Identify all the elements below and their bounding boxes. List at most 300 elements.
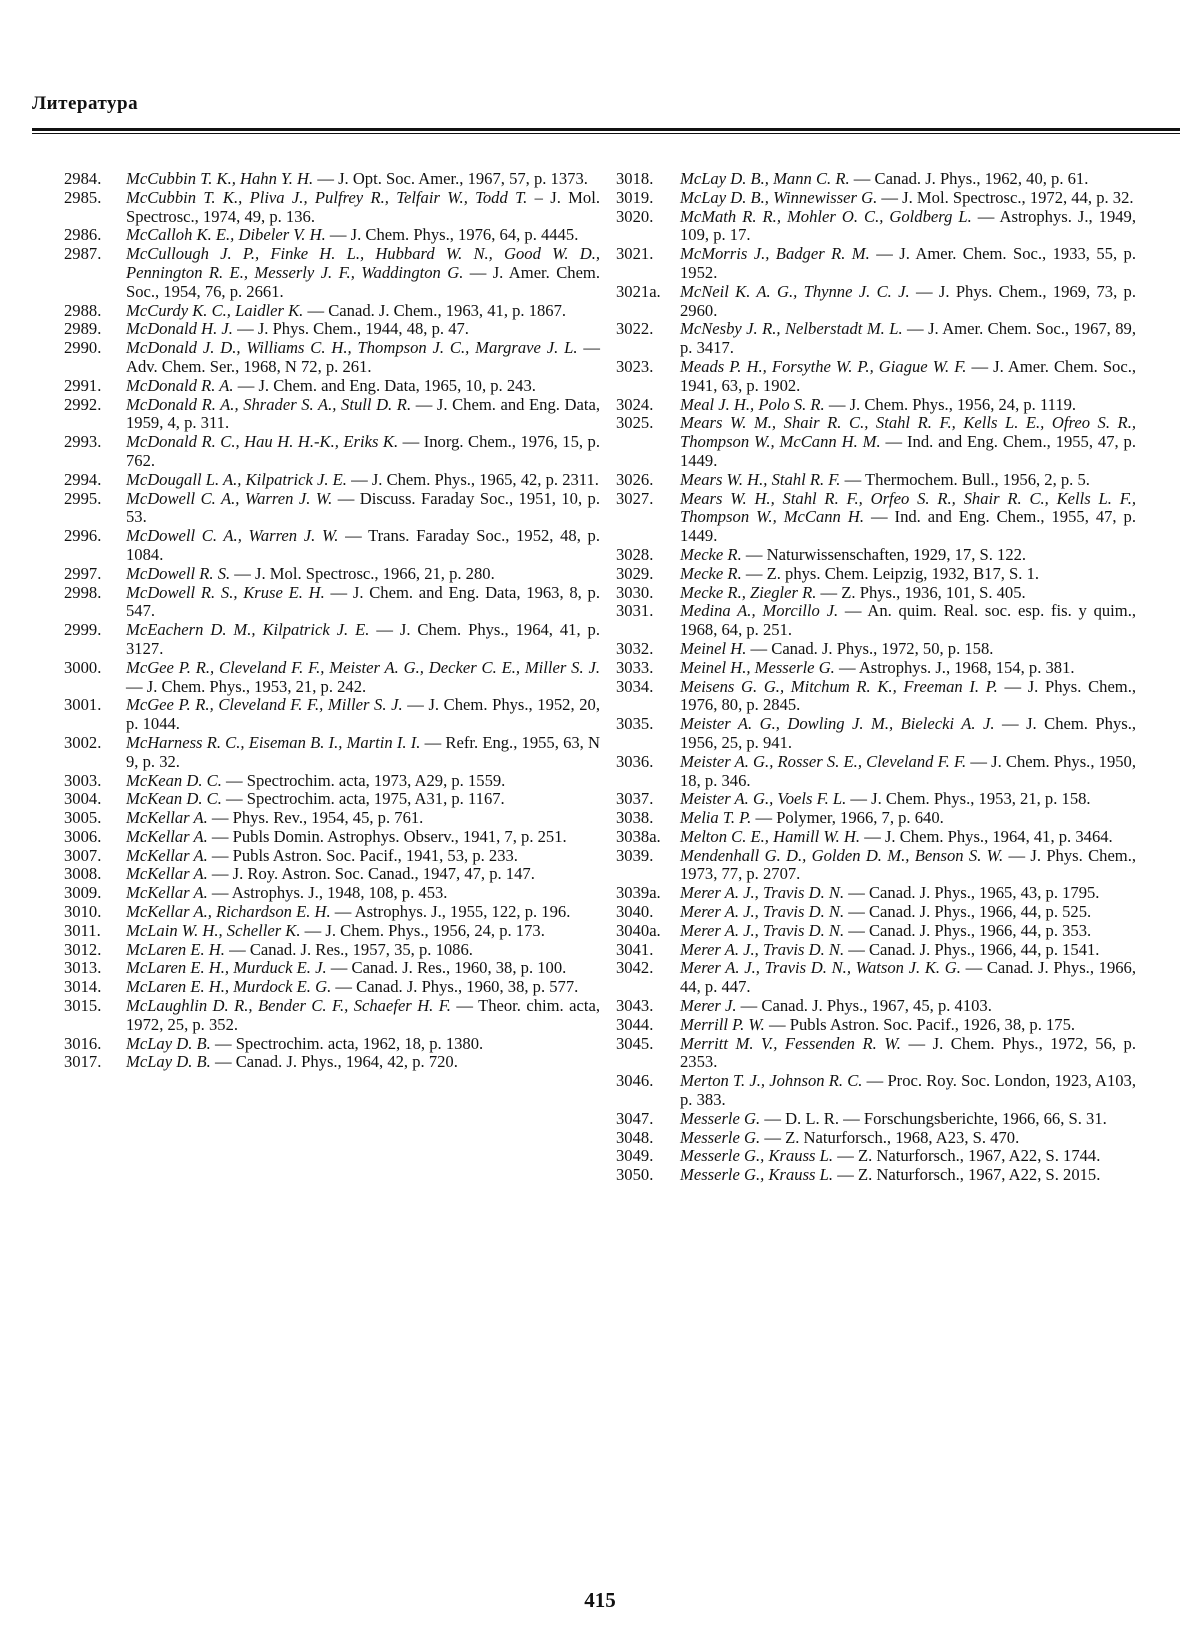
reference-text bbox=[126, 565, 600, 584]
reference-source: — Adv. Chem. Ser., 1968, N 72, p. 261. bbox=[126, 338, 600, 376]
reference-text bbox=[680, 922, 1136, 941]
reference-number: 3042. bbox=[616, 958, 654, 978]
reference-authors: Messerle G., Krauss L. bbox=[680, 1165, 834, 1185]
reference-text bbox=[680, 170, 1136, 189]
reference-authors: McKellar A. bbox=[126, 808, 208, 828]
reference-text bbox=[126, 790, 600, 809]
reference-entry bbox=[64, 170, 600, 189]
reference-source: — J. Chem. Phys., 1956, 25, p. 941. bbox=[680, 714, 1136, 752]
reference-source: — J. Chem. Phys., 1952, 20, p. 1044. bbox=[126, 695, 600, 734]
reference-authors: Merton T. J., Johnson R. C. bbox=[680, 1071, 863, 1091]
reference-authors: McLaren E. H. bbox=[126, 939, 225, 959]
reference-number: 3001. bbox=[64, 695, 102, 715]
reference-text bbox=[126, 584, 600, 622]
reference-number: 2986. bbox=[64, 225, 102, 245]
reference-entry bbox=[64, 978, 600, 997]
reference-source: — J. Opt. Soc. Amer., 1967, 57, p. 1373. bbox=[313, 169, 588, 188]
reference-number: 3004. bbox=[64, 789, 102, 809]
reference-authors: Merritt M. V., Fessenden R. W. bbox=[680, 1033, 901, 1053]
reference-source: — Canad. J. Phys., 1966, 44, p. 353. bbox=[844, 920, 1092, 940]
reference-entry bbox=[64, 339, 600, 377]
reference-entry bbox=[64, 865, 600, 884]
reference-entry bbox=[616, 546, 1136, 565]
reference-text bbox=[680, 1110, 1136, 1129]
reference-number: 3040a. bbox=[616, 920, 661, 940]
reference-source: — J. Amer. Chem. Soc., 1933, 55, p. 1952. bbox=[680, 244, 1137, 282]
reference-text bbox=[680, 414, 1136, 470]
reference-entry bbox=[616, 602, 1136, 640]
reference-entry bbox=[616, 903, 1136, 922]
reference-text bbox=[680, 1129, 1136, 1148]
reference-authors: McCalloh K. E., Dibeler V. H. bbox=[126, 225, 326, 245]
reference-text bbox=[680, 396, 1136, 415]
reference-source: — An. quim. Real. soc. esp. fis. y quim., 1968, 64, p. 251. bbox=[680, 601, 1136, 640]
reference-authors: McLay D. B. bbox=[126, 1052, 211, 1072]
reference-number: 3033. bbox=[616, 657, 654, 677]
reference-entry bbox=[64, 1035, 600, 1054]
reference-number: 3023. bbox=[616, 356, 654, 376]
reference-text bbox=[680, 1016, 1136, 1035]
reference-authors: McCubbin T. K., Hahn Y. H. bbox=[126, 169, 314, 188]
reference-number: 3011. bbox=[64, 920, 101, 940]
reference-entry bbox=[616, 997, 1136, 1016]
reference-entry bbox=[616, 1129, 1136, 1148]
reference-number: 3037. bbox=[616, 789, 654, 809]
reference-authors: McKellar A. bbox=[126, 883, 208, 903]
reference-text bbox=[680, 828, 1136, 847]
reference-text bbox=[126, 433, 600, 471]
reference-entry bbox=[616, 283, 1136, 321]
reference-authors: Messerle G. bbox=[680, 1127, 761, 1147]
reference-entry bbox=[64, 245, 600, 301]
reference-source: — Canad. J. Phys., 1965, 43, p. 1795. bbox=[844, 883, 1100, 903]
reference-text bbox=[126, 302, 600, 321]
reference-number: 3040. bbox=[616, 902, 654, 922]
reference-text bbox=[680, 941, 1136, 960]
reference-entry bbox=[616, 959, 1136, 997]
reference-text bbox=[680, 903, 1136, 922]
reference-text bbox=[680, 640, 1136, 659]
reference-number: 2989. bbox=[64, 319, 102, 339]
reference-authors: McLain W. H., Scheller K. bbox=[126, 920, 301, 940]
reference-entry bbox=[64, 621, 600, 659]
page-header-title: Литература bbox=[32, 93, 139, 114]
reference-entry bbox=[64, 941, 600, 960]
reference-entry bbox=[64, 471, 600, 490]
reference-source: — Canad. J. Chem., 1963, 41, p. 1867. bbox=[303, 300, 567, 320]
reference-authors: Messerle G. bbox=[680, 1108, 761, 1128]
reference-source: — Discuss. Faraday Soc., 1951, 10, p. 53. bbox=[126, 488, 600, 527]
reference-text bbox=[126, 884, 600, 903]
reference-source: — Ind. and Eng. Chem., 1955, 47, p. 1449. bbox=[680, 507, 1136, 546]
reference-source: — Z. Phys., 1936, 101, S. 405. bbox=[816, 582, 1026, 602]
reference-number: 3019. bbox=[616, 187, 654, 207]
reference-text bbox=[680, 320, 1136, 358]
reference-entry bbox=[616, 320, 1136, 358]
reference-number: 3027. bbox=[616, 488, 654, 508]
reference-entry bbox=[64, 433, 600, 471]
reference-entry bbox=[616, 941, 1136, 960]
reference-authors: McMath R. R., Mohler O. C., Goldberg L. bbox=[680, 206, 972, 226]
reference-authors: Merer J. bbox=[680, 996, 737, 1016]
reference-text bbox=[680, 1035, 1136, 1073]
reference-entry bbox=[64, 772, 600, 791]
reference-source: — Theor. chim. acta, 1972, 25, p. 352. bbox=[126, 996, 600, 1034]
reference-entry bbox=[64, 1053, 600, 1072]
reference-source: — J. Chem. Phys., 1964, 41, p. 3464. bbox=[860, 826, 1113, 846]
reference-authors: McNeil K. A. G., Thynne J. C. J. bbox=[680, 281, 910, 301]
reference-source: — J. Phys. Chem., 1976, 80, p. 2845. bbox=[680, 676, 1137, 715]
reference-source: — Canad. J. Phys., 1966, 44, p. 447. bbox=[680, 958, 1136, 997]
reference-number: 2995. bbox=[64, 488, 102, 508]
reference-text bbox=[126, 903, 600, 922]
reference-authors: Meads P. H., Forsythe W. P., Giague W. F. bbox=[680, 356, 967, 376]
reference-authors: Merer A. J., Travis D. N., Watson J. K. G. bbox=[680, 958, 961, 978]
reference-authors: Merer A. J., Travis D. N. bbox=[680, 920, 845, 940]
reference-number: 3002. bbox=[64, 732, 102, 752]
reference-entry bbox=[64, 790, 600, 809]
reference-source: — J. Chem. and Eng. Data, 1959, 4, p. 311. bbox=[126, 394, 600, 433]
reference-number: 2988. bbox=[64, 300, 102, 320]
reference-entry bbox=[616, 358, 1136, 396]
reference-entry bbox=[64, 527, 600, 565]
reference-number: 3031. bbox=[616, 601, 654, 621]
reference-number: 3017. bbox=[64, 1052, 102, 1072]
reference-entry bbox=[616, 396, 1136, 415]
reference-text bbox=[680, 847, 1136, 885]
header-rule-thick bbox=[32, 128, 1180, 131]
reference-text bbox=[126, 978, 600, 997]
reference-number: 3026. bbox=[616, 469, 654, 489]
reference-entry bbox=[616, 847, 1136, 885]
reference-text bbox=[126, 696, 600, 734]
reference-number: 2985. bbox=[64, 187, 102, 207]
reference-text bbox=[680, 490, 1136, 546]
reference-entry bbox=[616, 565, 1136, 584]
reference-authors: McKean D. C. bbox=[126, 789, 222, 809]
reference-source: — J. Phys. Chem., 1973, 77, p. 2707. bbox=[680, 845, 1137, 884]
reference-number: 3047. bbox=[616, 1108, 654, 1128]
reference-source: — Spectrochim. acta, 1975, A31, p. 1167. bbox=[221, 789, 505, 809]
reference-authors: Medina A., Morcillo J. bbox=[680, 601, 839, 621]
reference-source: — Phys. Rev., 1954, 45, p. 761. bbox=[207, 808, 424, 828]
reference-authors: Mecke R., Ziegler R. bbox=[680, 582, 817, 602]
reference-entry bbox=[616, 828, 1136, 847]
reference-source: — Spectrochim. acta, 1962, 18, p. 1380. bbox=[210, 1033, 484, 1053]
reference-authors: Mecke R. bbox=[680, 544, 742, 564]
reference-number: 3034. bbox=[616, 676, 654, 696]
reference-number: 3041. bbox=[616, 939, 654, 959]
reference-source: — J. Phys. Chem., 1944, 48, p. 47. bbox=[232, 319, 469, 339]
reference-authors: Melton C. E., Hamill W. H. bbox=[680, 826, 861, 846]
reference-source: – J. Mol. Spectrosc., 1974, 49, p. 136. bbox=[126, 187, 600, 226]
reference-source: — Canad. J. Res., 1957, 35, p. 1086. bbox=[224, 939, 473, 959]
reference-source: — Canad. J. Phys., 1967, 45, p. 4103. bbox=[736, 996, 992, 1016]
reference-authors: Messerle G., Krauss L. bbox=[680, 1146, 834, 1166]
reference-authors: McDonald H. J. bbox=[126, 319, 233, 339]
reference-text bbox=[126, 772, 600, 791]
reference-number: 3014. bbox=[64, 977, 102, 997]
reference-number: 3006. bbox=[64, 826, 102, 846]
reference-entry bbox=[64, 396, 600, 434]
reference-number: 3021. bbox=[616, 244, 654, 264]
reference-source: — J. Chem. Phys., 1964, 41, p. 3127. bbox=[126, 620, 600, 658]
reference-entry bbox=[64, 490, 600, 528]
page-number: 415 bbox=[584, 1588, 616, 1612]
reference-text bbox=[126, 377, 600, 396]
reference-authors: McHarness R. C., Eiseman B. I., Martin I. I. bbox=[126, 732, 421, 752]
reference-text bbox=[680, 1147, 1136, 1166]
reference-number: 2993. bbox=[64, 432, 102, 452]
reference-text bbox=[126, 959, 600, 978]
reference-text bbox=[680, 208, 1136, 246]
reference-authors: McGee P. R., Cleveland F. F., Miller S. J. bbox=[126, 695, 403, 715]
reference-source: — J. Chem. Phys., 1956, 24, p. 1119. bbox=[824, 394, 1077, 414]
reference-source: — J. Mol. Spectrosc., 1966, 21, p. 280. bbox=[230, 563, 495, 583]
reference-source: — Z. Naturforsch., 1967, A22, S. 2015. bbox=[833, 1165, 1101, 1185]
reference-authors: Mears W. M., Shair R. C., Stahl R. F., Kells L. E., Ofreo S. R., Thompson W., McCann H. M. bbox=[680, 413, 1136, 452]
reference-authors: McNesby J. R., Nelberstadt M. L. bbox=[680, 319, 903, 339]
reference-number: 3038a. bbox=[616, 826, 661, 846]
reference-number: 3050. bbox=[616, 1165, 654, 1185]
reference-text bbox=[126, 922, 600, 941]
reference-entry bbox=[64, 584, 600, 622]
reference-entry bbox=[616, 809, 1136, 828]
reference-number: 3009. bbox=[64, 883, 102, 903]
reference-authors: McDonald R. A. bbox=[126, 375, 234, 395]
reference-authors: Meisens G. G., Mitchum R. K., Freeman I. P. bbox=[680, 676, 998, 696]
reference-source: — Trans. Faraday Soc., 1952, 48, p. 1084. bbox=[126, 526, 601, 564]
reference-authors: McKellar A. bbox=[126, 864, 208, 884]
reference-authors: Meinel H. bbox=[680, 638, 747, 658]
reference-number: 3018. bbox=[616, 169, 654, 188]
reference-text bbox=[126, 320, 600, 339]
reference-number: 2991. bbox=[64, 375, 102, 395]
reference-source: — J. Roy. Astron. Soc. Canad., 1947, 47, p. 147. bbox=[207, 864, 535, 884]
reference-authors: McKellar A. bbox=[126, 845, 208, 865]
reference-source: — J. Chem. Phys., 1956, 24, p. 173. bbox=[300, 920, 545, 940]
reference-text bbox=[126, 809, 600, 828]
reference-text bbox=[680, 884, 1136, 903]
reference-entry bbox=[64, 922, 600, 941]
reference-number: 3049. bbox=[616, 1146, 654, 1166]
reference-number: 3010. bbox=[64, 902, 102, 922]
reference-entry bbox=[64, 189, 600, 227]
reference-text bbox=[680, 471, 1136, 490]
reference-source: — Polymer, 1966, 7, p. 640. bbox=[751, 808, 944, 828]
reference-source: — Publs Domin. Astrophys. Observ., 1941, 7, p. 251. bbox=[207, 826, 567, 846]
reference-entry bbox=[64, 565, 600, 584]
reference-source: — Publs Astron. Soc. Pacif., 1941, 53, p. 233. bbox=[207, 845, 518, 865]
reference-text bbox=[126, 941, 600, 960]
reference-authors: McLay D. B. bbox=[126, 1033, 211, 1053]
reference-authors: Meister A. G., Dowling J. M., Bielecki A. J. bbox=[680, 714, 995, 734]
reference-authors: McLay D. B., Mann C. R. bbox=[680, 169, 850, 188]
reference-text bbox=[126, 245, 600, 301]
reference-number: 3039a. bbox=[616, 883, 661, 903]
reference-number: 3013. bbox=[64, 958, 102, 978]
reference-text bbox=[126, 847, 600, 866]
reference-number: 3000. bbox=[64, 657, 102, 677]
reference-entry bbox=[616, 584, 1136, 603]
reference-source: — J. Amer. Chem. Soc., 1954, 76, p. 2661. bbox=[126, 262, 600, 301]
reference-entry bbox=[64, 809, 600, 828]
reference-entry bbox=[616, 790, 1136, 809]
reference-number: 3030. bbox=[616, 582, 654, 602]
reference-text bbox=[126, 865, 600, 884]
header-rule-thin bbox=[32, 133, 1180, 134]
reference-source: — J. Phys. Chem., 1969, 73, p. 2960. bbox=[680, 281, 1136, 320]
reference-number: 3016. bbox=[64, 1033, 102, 1053]
reference-number: 3038. bbox=[616, 808, 654, 828]
reference-entry bbox=[616, 414, 1136, 470]
reference-source: — Canad. J. Phys., 1964, 42, p. 720. bbox=[210, 1052, 458, 1072]
reference-number: 3022. bbox=[616, 319, 654, 339]
reference-text bbox=[126, 339, 600, 377]
reference-number: 3005. bbox=[64, 808, 102, 828]
reference-authors: McLaren E. H., Murdock E. G. bbox=[126, 977, 332, 997]
reference-source: — Ind. and Eng. Chem., 1955, 47, p. 1449. bbox=[680, 432, 1136, 470]
reference-entry bbox=[64, 884, 600, 903]
reference-authors: McKellar A., Richardson E. H. bbox=[126, 902, 331, 922]
reference-source: — Canad. J. Res., 1960, 38, p. 100. bbox=[326, 958, 567, 978]
reference-number: 3028. bbox=[616, 544, 654, 564]
reference-source: — J. Chem. Phys., 1953, 21, p. 158. bbox=[846, 789, 1091, 809]
reference-entry bbox=[616, 884, 1136, 903]
reference-entry bbox=[616, 189, 1136, 208]
reference-entry bbox=[616, 753, 1136, 791]
reference-number: 3029. bbox=[616, 563, 654, 583]
reference-entry bbox=[616, 1110, 1136, 1129]
reference-source: — Astrophys. J., 1968, 154, p. 381. bbox=[834, 657, 1075, 677]
reference-source: — J. Amer. Chem. Soc., 1941, 63, p. 1902. bbox=[680, 356, 1137, 395]
reference-number: 3032. bbox=[616, 638, 654, 658]
reference-text bbox=[126, 621, 600, 659]
reference-authors: Mears W. H., Stahl R. F., Orfeo S. R., Shair R. C., Kells L. F., Thompson W., McCann H. bbox=[680, 488, 1136, 527]
reference-number: 3044. bbox=[616, 1014, 654, 1034]
reference-number: 3039. bbox=[616, 845, 654, 865]
reference-authors: Meinel H., Messerle G. bbox=[680, 657, 835, 677]
reference-source: — Astrophys. J., 1948, 108, p. 453. bbox=[207, 883, 448, 903]
reference-number: 2999. bbox=[64, 620, 102, 640]
reference-source: — Z. Naturforsch., 1967, A22, S. 1744. bbox=[833, 1146, 1101, 1166]
reference-entry bbox=[64, 696, 600, 734]
reference-text bbox=[126, 734, 600, 772]
reference-text bbox=[680, 546, 1136, 565]
reference-number: 3008. bbox=[64, 864, 102, 884]
reference-source: — J. Chem. Phys., 1950, 18, p. 346. bbox=[680, 751, 1136, 790]
reference-authors: Merer A. J., Travis D. N. bbox=[680, 939, 845, 959]
reference-source: — J. Amer. Chem. Soc., 1967, 89, p. 3417. bbox=[680, 319, 1136, 358]
reference-source: — Naturwissenschaften, 1929, 17, S. 122. bbox=[741, 544, 1027, 564]
reference-number: 2992. bbox=[64, 394, 102, 414]
reference-number: 3025. bbox=[616, 413, 654, 433]
reference-number: 2997. bbox=[64, 563, 102, 583]
reference-authors: Mendenhall G. D., Golden D. M., Benson S. W. bbox=[680, 845, 1004, 865]
reference-authors: Mears W. H., Stahl R. F. bbox=[680, 469, 841, 489]
reference-source: — J. Mol. Spectrosc., 1972, 44, p. 32. bbox=[877, 187, 1134, 207]
reference-entry bbox=[64, 847, 600, 866]
reference-text bbox=[126, 471, 600, 490]
reference-text bbox=[126, 1035, 600, 1054]
reference-text bbox=[680, 565, 1136, 584]
reference-number: 3012. bbox=[64, 939, 102, 959]
reference-entry bbox=[616, 208, 1136, 246]
reference-entry bbox=[64, 377, 600, 396]
reference-source: — Inorg. Chem., 1976, 15, p. 762. bbox=[126, 432, 600, 470]
reference-text bbox=[126, 1053, 600, 1072]
reference-entry bbox=[64, 226, 600, 245]
reference-authors: McLay D. B., Winnewisser G. bbox=[680, 187, 878, 207]
reference-authors: McCullough J. P., Finke H. L., Hubbard W. N., Good W. D., Pennington R. E., Messerly J. F., Waddington G. bbox=[126, 244, 600, 282]
reference-source: — Astrophys. J., 1955, 122, p. 196. bbox=[330, 902, 571, 922]
reference-number: 2996. bbox=[64, 526, 102, 546]
reference-text bbox=[680, 189, 1136, 208]
reference-number: 3003. bbox=[64, 770, 102, 790]
reference-text bbox=[680, 790, 1136, 809]
reference-column-right bbox=[616, 170, 1136, 1185]
reference-number: 3020. bbox=[616, 206, 654, 226]
reference-authors: Meister A. G., Rosser S. E., Cleveland F. F. bbox=[680, 751, 967, 771]
reference-entry bbox=[616, 1072, 1136, 1110]
reference-entry bbox=[616, 715, 1136, 753]
reference-authors: McCubbin T. K., Pliva J., Pulfrey R., Telfair W., Todd T. bbox=[126, 187, 528, 207]
reference-text bbox=[126, 828, 600, 847]
reference-text bbox=[680, 715, 1136, 753]
reference-authors: McDowell C. A., Warren J. W. bbox=[126, 488, 333, 508]
reference-entry bbox=[616, 659, 1136, 678]
reference-source: — Proc. Roy. Soc. London, 1923, A103, p. 383. bbox=[680, 1071, 1136, 1110]
reference-authors: McDowell R. S. bbox=[126, 563, 231, 583]
reference-authors: Merer A. J., Travis D. N. bbox=[680, 883, 845, 903]
reference-authors: McLaren E. H., Murduck E. J. bbox=[126, 958, 327, 978]
reference-authors: Merer A. J., Travis D. N. bbox=[680, 902, 845, 922]
reference-authors: McDonald J. D., Williams C. H., Thompson J. C., Margrave J. L. bbox=[126, 338, 578, 358]
reference-entry bbox=[616, 1035, 1136, 1073]
reference-source: — Refr. Eng., 1955, 63, N 9, p. 32. bbox=[126, 732, 600, 771]
reference-authors: McDougall L. A., Kilpatrick J. E. bbox=[126, 469, 347, 489]
reference-number: 3043. bbox=[616, 996, 654, 1016]
reference-authors: Meal J. H., Polo S. R. bbox=[680, 394, 825, 414]
reference-text bbox=[126, 997, 600, 1035]
reference-number: 3046. bbox=[616, 1071, 654, 1091]
reference-authors: McLaughlin D. R., Bender C. F., Schaefer H. F. bbox=[126, 996, 451, 1016]
reference-authors: McMorris J., Badger R. M. bbox=[680, 244, 870, 264]
reference-text bbox=[680, 584, 1136, 603]
reference-entry bbox=[64, 659, 600, 697]
reference-source: — Thermochem. Bull., 1956, 2, p. 5. bbox=[840, 469, 1090, 489]
reference-entry bbox=[616, 170, 1136, 189]
reference-number: 2990. bbox=[64, 338, 102, 358]
reference-entry bbox=[616, 1166, 1136, 1185]
reference-authors: McEachern D. M., Kilpatrick J. E. bbox=[126, 620, 370, 640]
reference-authors: McDowell R. S., Kruse E. H. bbox=[126, 582, 325, 602]
reference-number: 3045. bbox=[616, 1033, 654, 1053]
reference-text bbox=[680, 678, 1136, 716]
reference-entry bbox=[616, 678, 1136, 716]
reference-text bbox=[680, 753, 1136, 791]
reference-authors: Merrill P. W. bbox=[680, 1014, 765, 1034]
reference-text bbox=[680, 1166, 1136, 1185]
reference-number: 2998. bbox=[64, 582, 102, 602]
reference-text bbox=[126, 226, 600, 245]
reference-number: 3048. bbox=[616, 1127, 654, 1147]
reference-number: 3024. bbox=[616, 394, 654, 414]
reference-source: — J. Chem. Phys., 1972, 56, p. 2353. bbox=[680, 1033, 1136, 1072]
reference-text bbox=[680, 358, 1136, 396]
reference-entry bbox=[64, 320, 600, 339]
reference-text bbox=[680, 659, 1136, 678]
